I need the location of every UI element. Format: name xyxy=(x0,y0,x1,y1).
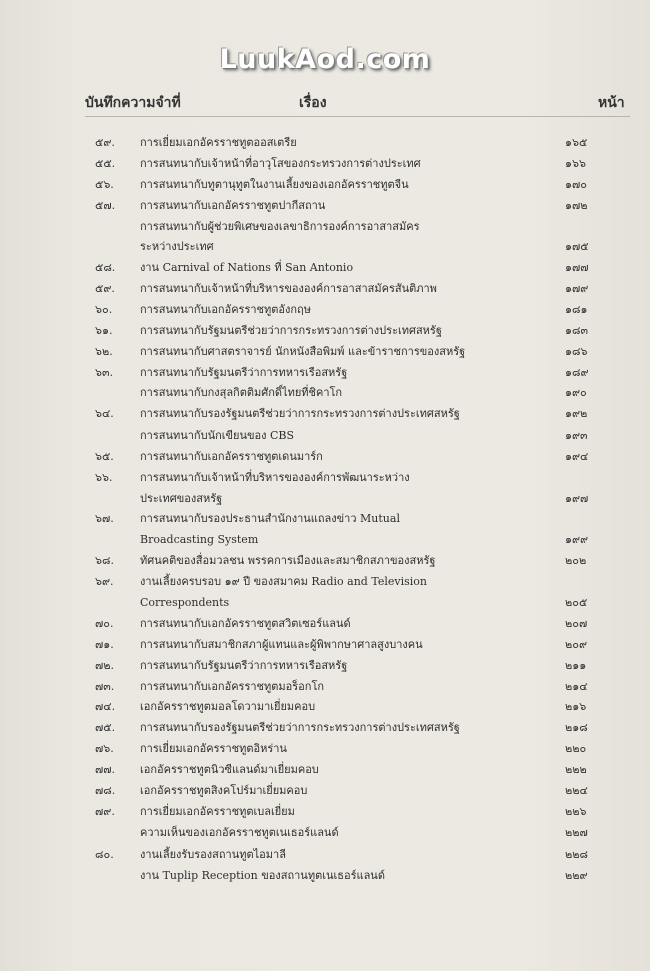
toc-row-number: ๗๗. xyxy=(95,763,116,776)
column-header-memo-number: บันทึกความจำที่ xyxy=(85,95,181,111)
toc-row xyxy=(0,719,650,737)
toc-row-title: การสนทนากับเจ้าหน้าที่บริหารขององค์การพัฒนาระหว่าง xyxy=(140,471,410,484)
toc-row-page: ๑๘๑ xyxy=(565,303,588,316)
toc-row xyxy=(0,490,650,508)
toc-row xyxy=(0,197,650,215)
toc-row xyxy=(0,824,650,842)
toc-row xyxy=(0,678,650,696)
toc-row-title: งาน Carnival of Nations ที่ San Antonio xyxy=(140,261,354,274)
toc-row-page: ๑๖๖ xyxy=(565,157,586,170)
toc-row-title: การสนทนากับเอกอัครราชทูตอังกฤษ xyxy=(140,303,311,316)
toc-row xyxy=(0,510,650,528)
toc-row-page: ๑๗๐ xyxy=(565,178,587,191)
toc-row-title: การสนทนากับรองประธานสำนักงานแถลงข่าว Mutual xyxy=(140,512,400,525)
toc-row xyxy=(0,594,650,612)
toc-row-number: ๗๑. xyxy=(95,638,114,651)
toc-row xyxy=(0,531,650,549)
toc-row-page: ๒๐๗ xyxy=(565,617,588,630)
toc-row xyxy=(0,803,650,821)
toc-row-title: การเยี่ยมเอกอัครราชทูตอิหร่าน xyxy=(140,742,287,755)
toc-row xyxy=(0,615,650,633)
toc-row-title: การสนทนากับรองรัฐมนตรีช่วยว่าการกระทรวงการต่างประเทศสหรัฐ xyxy=(140,407,460,420)
toc-row xyxy=(0,636,650,654)
toc-row-number: ๖๘. xyxy=(95,554,114,567)
toc-row-title: Broadcasting System xyxy=(140,533,259,546)
toc-row-page: ๒๒๐ xyxy=(565,742,587,755)
toc-row xyxy=(0,552,650,570)
toc-row xyxy=(0,657,650,675)
toc-row-number: ๖๒. xyxy=(95,345,113,358)
toc-row-title: การสนทนากับเจ้าหน้าที่อาวุโสของกระทรวงการต่างประเทศ xyxy=(140,157,421,170)
toc-row-number: ๗๙. xyxy=(95,805,115,818)
toc-row-page: ๑๙๙ xyxy=(565,533,589,546)
toc-row-title: การสนทนากับรัฐมนตรีว่าการทหารเรือสหรัฐ xyxy=(140,366,348,379)
toc-row xyxy=(0,782,650,800)
toc-row xyxy=(0,322,650,340)
toc-row-title: การเยี่ยมเอกอัครราชทูตเบลเยี่ยม xyxy=(140,805,295,818)
toc-row-number: ๕๕. xyxy=(95,157,116,170)
toc-row xyxy=(0,301,650,319)
toc-row-number: ๖๕. xyxy=(95,450,114,463)
toc-row xyxy=(0,176,650,194)
toc-row-title: การสนทนากับเอกอัครราชทูตสวิตเซอร์แลนด์ xyxy=(140,617,351,630)
toc-row-title: เอกอัครราชทูตนิวซีแลนด์มาเยี่ยมคอบ xyxy=(140,763,319,776)
toc-row-page: ๑๗๙ xyxy=(565,282,589,295)
toc-row xyxy=(0,846,650,864)
toc-row-page: ๑๗๕ xyxy=(565,240,589,253)
toc-row-page: ๒๑๑ xyxy=(565,659,587,672)
toc-row-number: ๗๕. xyxy=(95,721,116,734)
toc-row xyxy=(0,384,650,402)
toc-row-number: ๖๐. xyxy=(95,303,113,316)
toc-row xyxy=(0,867,650,885)
header-divider xyxy=(85,116,630,117)
watermark: LuukAod.com xyxy=(219,44,431,75)
toc-row-title: การสนทนากับนักเขียนของ CBS xyxy=(140,429,295,442)
toc-row-number: ๕๖. xyxy=(95,178,114,191)
toc-row-title: การสนทนากับเอกอัครราชทูตมอร็อกโก xyxy=(140,680,325,693)
toc-row-number: ๖๓. xyxy=(95,366,113,379)
toc-row-number: ๖๖. xyxy=(95,471,113,484)
toc-row-title: การสนทนากับทูตานุทูตในงานเลี้ยงของเอกอัครราชทูตจีน xyxy=(140,178,409,191)
toc-row-page: ๑๘๖ xyxy=(565,345,588,358)
toc-row-title: ทัศนคติของสื่อมวลชน พรรคการเมืองและสมาชิกสภาของสหรัฐ xyxy=(140,554,436,567)
toc-row-number: ๖๑. xyxy=(95,324,113,337)
toc-row-page: ๒๑๔ xyxy=(565,680,588,693)
toc-row-number: ๕๙. xyxy=(95,282,115,295)
toc-row-title: ระหว่างประเทศ xyxy=(140,240,214,253)
toc-row-title: การสนทนากับเอกอัครราชทูตปากีสถาน xyxy=(140,199,326,212)
toc-row-page: ๒๒๘ xyxy=(565,848,588,861)
toc-row-title: การสนทนากับเอกอัครราชทูตเดนมาร์ก xyxy=(140,450,323,463)
toc-row-page: ๑๘๙ xyxy=(565,366,589,379)
toc-row-page: ๑๙๒ xyxy=(565,407,588,420)
toc-row-page: ๒๒๖ xyxy=(565,805,587,818)
toc-row xyxy=(0,448,650,466)
toc-row-page: ๑๙๐ xyxy=(565,386,587,399)
toc-row xyxy=(0,698,650,716)
toc-row-title: เอกอัครราชทูตมอลโดวามาเยี่ยมคอบ xyxy=(140,700,316,713)
toc-row-title: การสนทนากับผู้ช่วยพิเศษของเลขาธิการองค์การอาสาสมัคร xyxy=(140,220,420,233)
toc-row-page: ๒๒๔ xyxy=(565,784,588,797)
toc-row xyxy=(0,134,650,152)
toc-row-title: การสนทนากับศาสตราจารย์ นักหนังสือพิมพ์ และข้าราชการของสหรัฐ xyxy=(140,345,466,358)
toc-row xyxy=(0,259,650,277)
toc-row-number: ๖๔. xyxy=(95,407,114,420)
toc-row-page: ๒๒๒ xyxy=(565,763,587,776)
toc-row xyxy=(0,405,650,423)
toc-row-title: งานเลี้ยงครบรอบ ๑๙ ปี ของสมาคม Radio and Television xyxy=(140,575,427,588)
toc-row-title: การสนทนากับรัฐมนตรีว่าการทหารเรือสหรัฐ xyxy=(140,659,348,672)
toc-row-number: ๕๗. xyxy=(95,199,116,212)
toc-row xyxy=(0,761,650,779)
toc-row-number: ๗๓. xyxy=(95,680,115,693)
toc-row-title: การสนทนากับกงสุลกิตติมศักดิ์ไทยที่ชิคาโก xyxy=(140,386,343,399)
toc-row xyxy=(0,218,650,236)
toc-row-title: ความเห็นของเอกอัครราชทูตเนเธอร์แลนด์ xyxy=(140,826,339,839)
toc-row-page: ๒๑๘ xyxy=(565,721,588,734)
toc-row xyxy=(0,740,650,758)
toc-row-title: ประเทศของสหรัฐ xyxy=(140,492,223,505)
toc-row-page: ๑๙๗ xyxy=(565,492,589,505)
column-header-page: หน้า xyxy=(598,95,625,111)
toc-row-title: งาน Tuplip Reception ของสถานทูตเนเธอร์แลนด์ xyxy=(140,869,385,882)
toc-row xyxy=(0,155,650,173)
toc-row-page: ๑๙๓ xyxy=(565,429,588,442)
toc-row-page: ๑๘๓ xyxy=(565,324,588,337)
toc-row-number: ๖๗. xyxy=(95,512,114,525)
toc-row-page: ๒๐๙ xyxy=(565,638,588,651)
toc-row-page: ๑๙๔ xyxy=(565,450,589,463)
toc-row-title: งานเลี้ยงรับรองสถานทูตไอมาลี xyxy=(140,848,286,861)
toc-row-number: ๕๙. xyxy=(95,136,115,149)
toc-row-number: ๗๐. xyxy=(95,617,114,630)
toc-row-number: ๗๖. xyxy=(95,742,114,755)
toc-row xyxy=(0,238,650,256)
toc-row xyxy=(0,469,650,487)
toc-row-page: ๑๖๕ xyxy=(565,136,588,149)
toc-row xyxy=(0,343,650,361)
toc-row xyxy=(0,280,650,298)
toc-row-title: การสนทนากับรองรัฐมนตรีช่วยว่าการกระทรวงการต่างประเทศสหรัฐ xyxy=(140,721,460,734)
toc-row-number: ๖๙. xyxy=(95,575,114,588)
toc-row-title: การเยี่ยมเอกอัครราชทูตออสเตรีย xyxy=(140,136,297,149)
toc-row-title: เอกอัครราชทูตสิงคโปร์มาเยี่ยมคอบ xyxy=(140,784,308,797)
toc-row xyxy=(0,364,650,382)
toc-row-page: ๒๒๙ xyxy=(565,869,588,882)
toc-row-title: Correspondents xyxy=(140,596,230,609)
toc-row-number: ๕๘. xyxy=(95,261,116,274)
toc-row-title: การสนทนากับสมาชิกสภาผู้แทนและผู้พิพากษาศาลสูงบางคน xyxy=(140,638,423,651)
toc-row-number: ๗๔. xyxy=(95,700,116,713)
toc-row xyxy=(0,573,650,591)
toc-row-number: ๗๘. xyxy=(95,784,116,797)
toc-row-page: ๒๐๕ xyxy=(565,596,588,609)
toc-row-title: การสนทนากับเจ้าหน้าที่บริหารขององค์การอาสาสมัครสันติภาพ xyxy=(140,282,437,295)
toc-row-page: ๒๐๒ xyxy=(565,554,587,567)
toc-row-number: ๗๒. xyxy=(95,659,115,672)
toc-row-page: ๒๑๖ xyxy=(565,700,587,713)
toc-row-page: ๑๗๗ xyxy=(565,261,589,274)
toc-row xyxy=(0,427,650,445)
toc-row-number: ๘๐. xyxy=(95,848,114,861)
column-header-subject: เรื่อง xyxy=(299,95,327,111)
toc-row-page: ๑๗๒ xyxy=(565,199,588,212)
toc-row-page: ๒๒๗ xyxy=(565,826,588,839)
toc-row-title: การสนทนากับรัฐมนตรีช่วยว่าการกระทรวงการต่างประเทศสหรัฐ xyxy=(140,324,442,337)
